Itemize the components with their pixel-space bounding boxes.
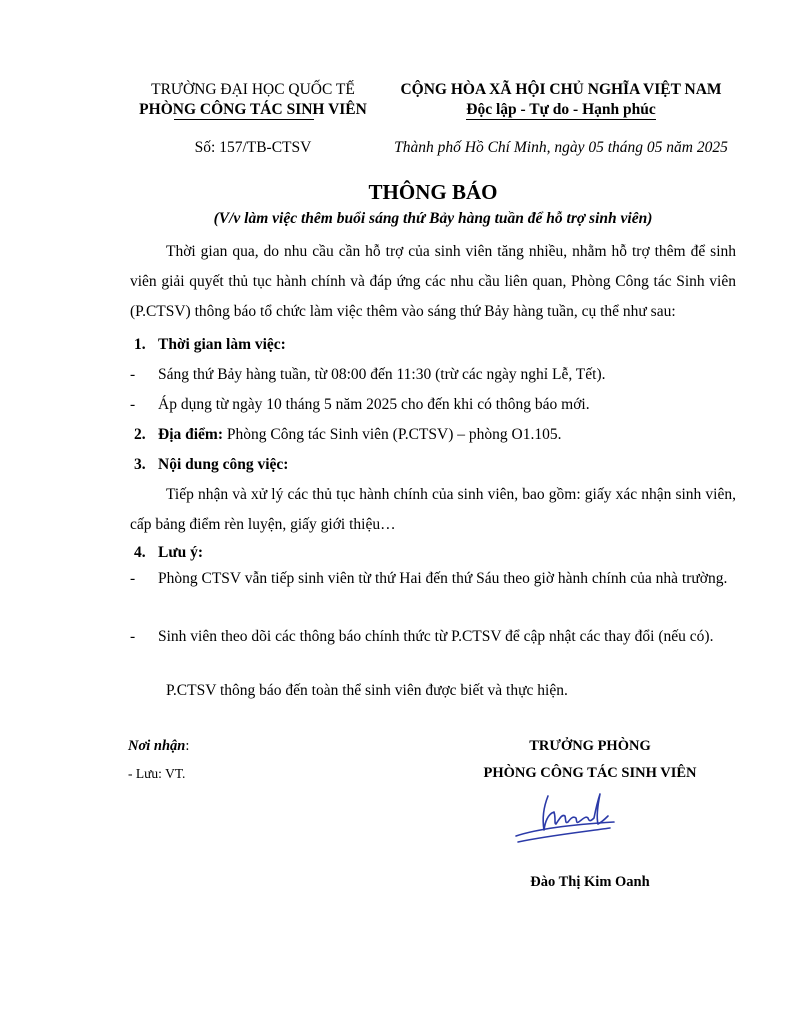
section-3-title: Nội dung công việc: [158,456,289,473]
section-1-item-1-text: Sáng thứ Bảy hàng tuần, từ 08:00 đến 11:30 (trừ các ngày nghỉ Lễ, Tết). [158,366,606,383]
section-4-title: Lưu ý: [158,544,204,561]
closing-paragraph: P.CTSV thông báo đến toàn thể sinh viên được biết và thực hiện. [166,682,568,699]
section-2-title: Địa điểm: [158,426,224,443]
section-4-number: 4. [134,544,146,561]
section-4-item-2-text: Sinh viên theo dõi các thông báo chính thức từ P.CTSV để cập nhật các thay đổi (nếu có). [158,628,714,645]
section-3-text: Tiếp nhận và xử lý các thủ tục hành chính của sinh viên, bao gồm: giấy xác nhận sinh viên, cấp bảng điểm rèn luyện, giấy giới thiệu… [130,486,736,533]
signer-title: TRƯỞNG PHÒNG [529,738,651,754]
header-right [386,80,736,120]
university-name: TRƯỜNG ĐẠI HỌC QUỐC TẾ [151,81,355,98]
section-1-number: 1. [134,336,146,353]
place-date: Thành phố Hồ Chí Minh, ngày 05 tháng 05 năm 2025 [394,139,728,156]
bullet-dash: - [130,628,136,645]
section-2-text: Phòng Công tác Sinh viên (P.CTSV) – phòng O1.105. [223,426,562,443]
section-3-heading [134,450,288,480]
bullet-dash: - [130,570,136,587]
document-title: THÔNG BÁO [368,180,498,204]
section-4-item-2 [130,622,736,652]
bullet-dash: - [130,396,136,413]
document-number: Số: 157/TB-CTSV [194,139,312,156]
section-1-title: Thời gian làm việc: [158,336,286,353]
section-1-heading [134,330,286,360]
header-left [118,80,388,120]
recipients-colon: : [185,738,190,754]
section-4-item-1 [130,564,736,594]
bullet-dash: - [130,366,136,383]
section-2-number: 2. [134,426,146,443]
country-name: CỘNG HÒA XÃ HỘI CHỦ NGHĨA VIỆT NAM [400,81,722,98]
motto-underline [466,119,656,120]
document-subtitle: (V/v làm việc thêm buổi sáng thứ Bảy hàng tuần để hỗ trợ sinh viên) [213,210,653,227]
department-underline [174,119,314,120]
handwritten-signature [510,788,620,852]
intro-paragraph: Thời gian qua, do nhu cầu cần hỗ trợ của sinh viên tăng nhiều, nhằm hỗ trợ thêm để sinh viên giải quyết thủ tục hành chính và đáp ứng các nhu cầu liên quan, Phòng Công tác Sinh viên (P.CTSV) thông báo tổ chức làm việc thêm vào sáng thứ Bảy hàng tuần, cụ thể như sau: [130,243,736,320]
section-4-item-1-text: Phòng CTSV vẫn tiếp sinh viên từ thứ Hai đến thứ Sáu theo giờ hành chính của nhà trường. [158,570,728,587]
recipients-label [128,738,189,755]
signer-name: Đào Thị Kim Oanh [530,874,650,890]
motto: Độc lập - Tự do - Hạnh phúc [466,101,656,118]
section-3-number: 3. [134,456,146,473]
section-2-heading [134,420,734,450]
department-name: PHÒNG CÔNG TÁC SINH VIÊN [139,101,367,118]
signer-department: PHÒNG CÔNG TÁC SINH VIÊN [483,765,697,781]
recipients-label-text: Nơi nhận [128,738,186,754]
section-1-item-2-text: Áp dụng từ ngày 10 tháng 5 năm 2025 cho đến khi có thông báo mới. [158,396,590,413]
recipients-item: - Lưu: VT. [128,766,186,781]
